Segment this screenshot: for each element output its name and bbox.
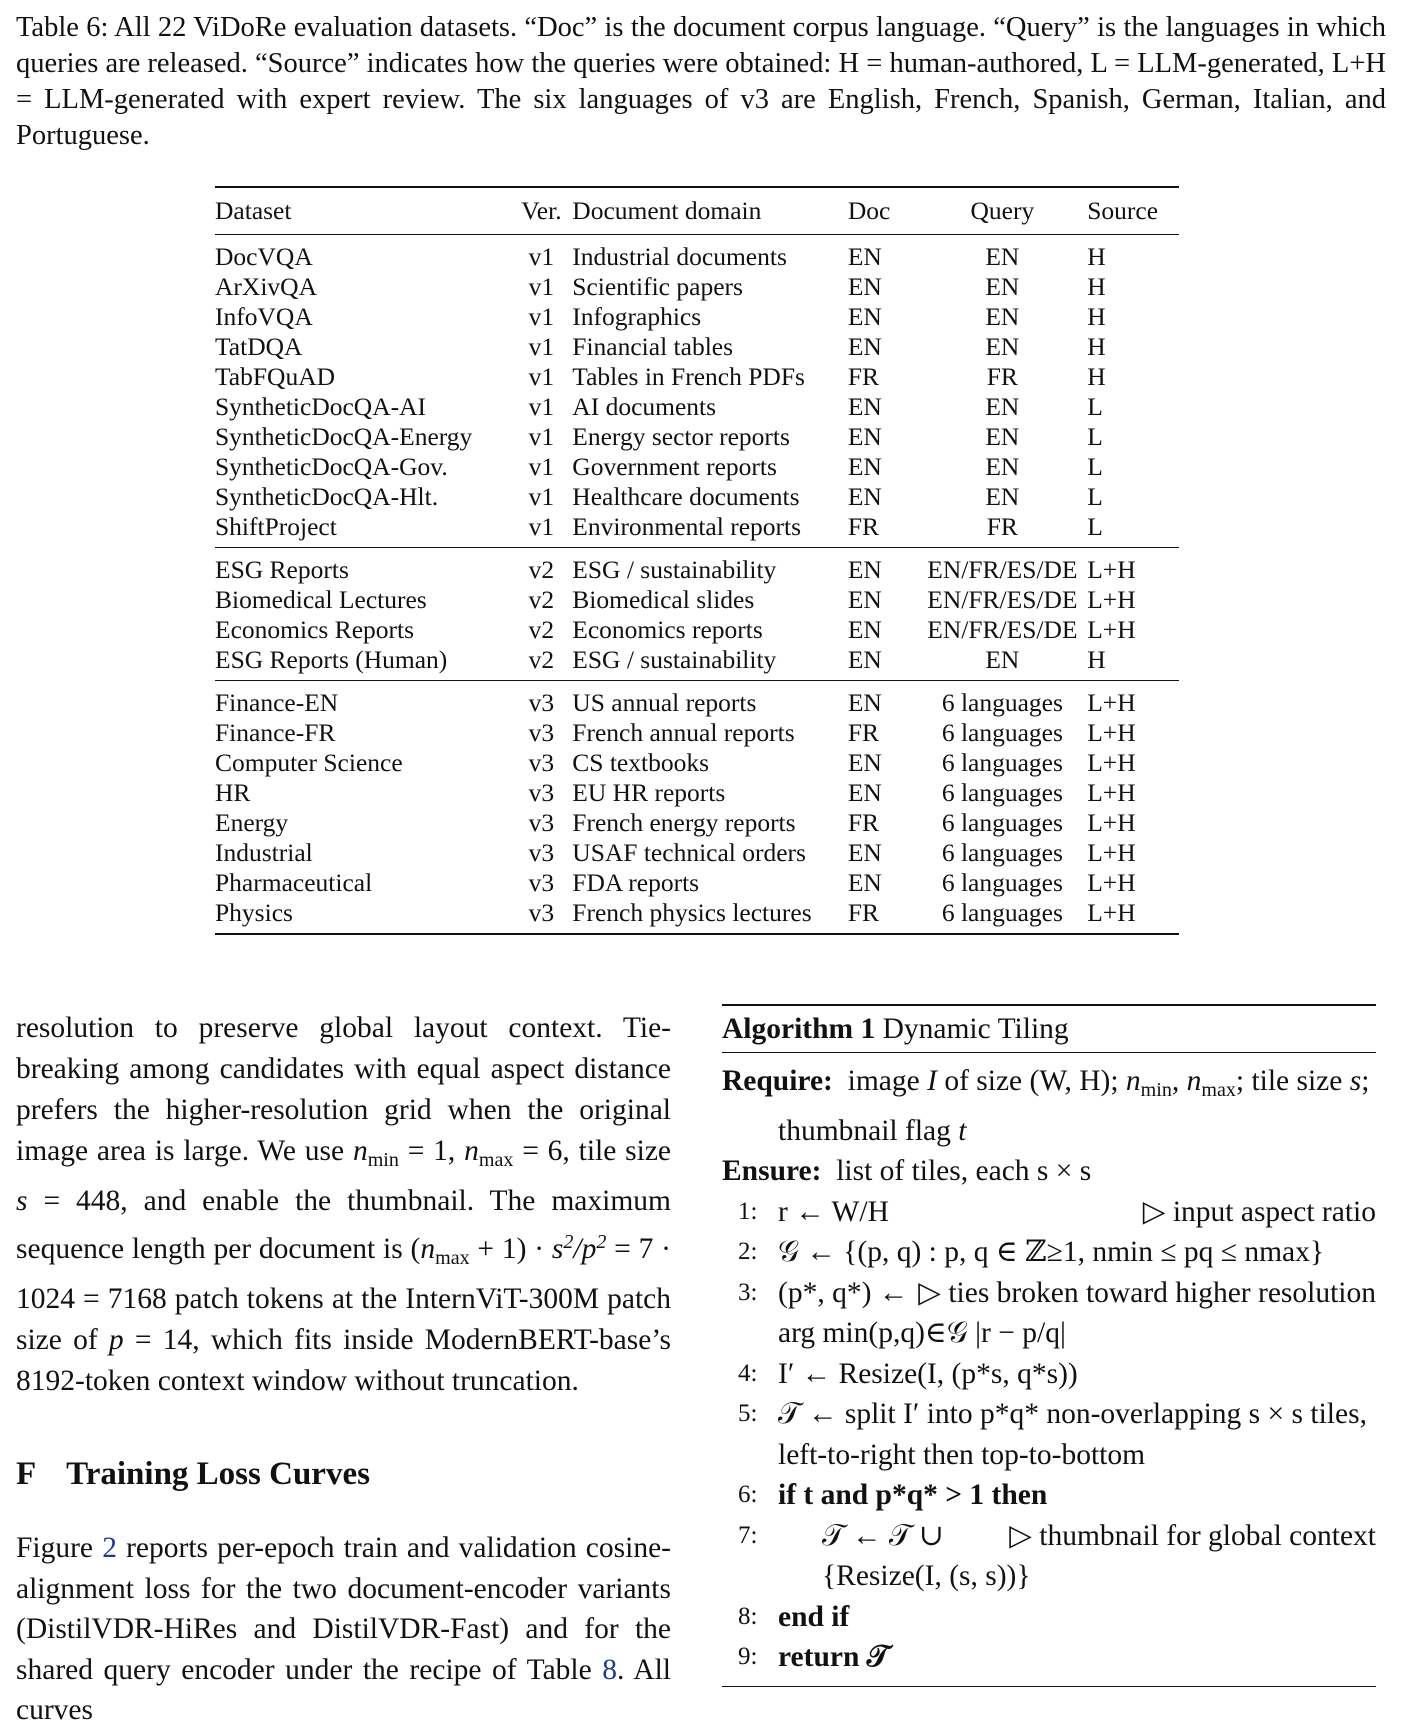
table-row xyxy=(215,422,1179,452)
table-group-v1 xyxy=(215,235,1179,548)
table-ref-link[interactable]: 8 xyxy=(602,1653,618,1686)
table-row xyxy=(215,645,1179,681)
cell-source: L xyxy=(1087,422,1103,451)
cell-domain: Economics reports xyxy=(572,615,763,644)
cell-query: EN/FR/ES/DE xyxy=(927,615,1078,644)
cell-domain: French energy reports xyxy=(572,808,796,837)
line-number: 6: xyxy=(738,1481,758,1509)
cell-query: EN xyxy=(985,645,1020,674)
table-row xyxy=(215,235,1179,273)
cell-domain: Biomedical slides xyxy=(572,585,755,614)
cell-query: 6 languages xyxy=(941,748,1063,777)
cell-version: v3 xyxy=(528,718,555,747)
cell-source: L+H xyxy=(1087,688,1136,717)
cell-dataset: Pharmaceutical xyxy=(215,868,373,897)
table-header-row xyxy=(215,187,1179,235)
cell-source: L+H xyxy=(1087,898,1136,927)
cell-source: H xyxy=(1087,302,1106,331)
cell-doc: EN xyxy=(847,332,882,361)
cell-doc: FR xyxy=(847,512,880,541)
table-group-v3 xyxy=(215,681,1179,935)
cell-dataset: HR xyxy=(215,778,251,807)
cell-query: EN xyxy=(985,242,1020,271)
cell-version: v2 xyxy=(528,555,555,584)
cell-version: v3 xyxy=(528,688,555,717)
cell-version: v1 xyxy=(528,362,555,391)
algorithm-code: return 𝒯 xyxy=(778,1641,890,1674)
cell-dataset: Computer Science xyxy=(215,748,403,777)
header-doc: Doc xyxy=(847,196,891,225)
cell-dataset: Physics xyxy=(215,898,293,927)
cell-source: L xyxy=(1087,392,1103,421)
cell-source: L+H xyxy=(1087,555,1136,584)
cell-source: L+H xyxy=(1087,585,1136,614)
algorithm-box xyxy=(722,1004,1376,1687)
cell-source: L+H xyxy=(1087,868,1136,897)
line-number: 2: xyxy=(738,1238,758,1266)
math-nmin: $n_{min}$ xyxy=(352,1135,399,1172)
cell-query: EN xyxy=(985,482,1020,511)
table-row xyxy=(215,778,1179,808)
cell-source: L xyxy=(1087,512,1103,541)
cell-doc: FR xyxy=(847,718,880,747)
cell-query: EN xyxy=(985,452,1020,481)
cell-dataset: DocVQA xyxy=(215,242,313,271)
cell-dataset: Finance-EN xyxy=(215,688,339,717)
cell-query: EN/FR/ES/DE xyxy=(927,555,1078,584)
cell-domain: FDA reports xyxy=(572,868,700,897)
algorithm-step xyxy=(722,1597,1376,1638)
line-number: 1: xyxy=(738,1197,758,1225)
cell-dataset: Biomedical Lectures xyxy=(215,585,427,614)
algorithm-code: 𝒯 ← 𝒯 ∪ {Resize(I, (s, s))} xyxy=(822,1519,1031,1593)
line-number: 5: xyxy=(738,1400,758,1428)
algorithm-code: 𝒢 ← {(p, q) : p, q ∈ ℤ≥1, nmin ≤ pq ≤ nmax} xyxy=(778,1236,1325,1269)
cell-query: FR xyxy=(986,512,1018,541)
table-row xyxy=(215,838,1179,868)
table-row xyxy=(215,615,1179,645)
cell-query: EN xyxy=(985,302,1020,331)
cell-doc: EN xyxy=(847,242,882,271)
cell-dataset: ESG Reports (Human) xyxy=(215,645,448,674)
cell-source: L xyxy=(1087,452,1103,481)
algorithm-comment: ▷ input aspect ratio xyxy=(1142,1195,1376,1228)
table-row xyxy=(215,808,1179,838)
table-row xyxy=(215,392,1179,422)
cell-doc: EN xyxy=(847,615,882,644)
cell-version: v2 xyxy=(528,615,555,644)
cell-source: H xyxy=(1087,242,1106,271)
line-number: 9: xyxy=(738,1643,758,1671)
algorithm-code: if t and p*q* > 1 then xyxy=(778,1479,1048,1512)
cell-query: 6 languages xyxy=(941,868,1063,897)
algorithm-code: 𝒯 ← split I′ into p*q* non-overlapping s × s tiles, left-to-right then top-to-bottom xyxy=(778,1398,1367,1471)
cell-doc: EN xyxy=(847,302,882,331)
cell-doc: FR xyxy=(847,362,880,391)
cell-version: v3 xyxy=(528,868,555,897)
cell-domain: EU HR reports xyxy=(572,778,726,807)
cell-domain: Energy sector reports xyxy=(572,422,790,451)
table-row xyxy=(215,302,1179,332)
cell-domain: Financial tables xyxy=(572,332,734,361)
algorithm-step xyxy=(722,1637,1376,1678)
cell-version: v3 xyxy=(528,808,555,837)
cell-query: 6 languages xyxy=(941,808,1063,837)
cell-doc: EN xyxy=(847,778,882,807)
cell-source: H xyxy=(1087,645,1106,674)
cell-query: EN xyxy=(985,422,1020,451)
cell-dataset: ArXivQA xyxy=(215,272,317,301)
cell-dataset: Finance-FR xyxy=(215,718,336,747)
cell-domain: USAF technical orders xyxy=(572,838,806,867)
line-number: 4: xyxy=(738,1359,758,1387)
cell-source: L+H xyxy=(1087,615,1136,644)
cell-domain: ESG / sustainability xyxy=(572,645,777,674)
cell-query: EN xyxy=(985,332,1020,361)
cell-query: EN xyxy=(985,272,1020,301)
cell-domain: CS textbooks xyxy=(572,748,710,777)
cell-version: v1 xyxy=(528,422,555,451)
algorithm-code: (p*, q*) ← arg min(p,q)∈𝒢 |r − p/q| xyxy=(778,1276,1066,1350)
table-row xyxy=(215,332,1179,362)
cell-doc: EN xyxy=(847,482,882,511)
cell-dataset: SyntheticDocQA-Energy xyxy=(215,422,473,451)
cell-version: v3 xyxy=(528,748,555,777)
header-version: Ver. xyxy=(521,196,562,225)
cell-dataset: TabFQuAD xyxy=(215,362,336,391)
cell-query: 6 languages xyxy=(941,898,1063,927)
algorithm-code: I′ ← Resize(I, (p*s, q*s)) xyxy=(778,1357,1078,1390)
cell-query: 6 languages xyxy=(941,718,1063,747)
cell-source: L+H xyxy=(1087,718,1136,747)
cell-version: v1 xyxy=(528,482,555,511)
algorithm-step xyxy=(722,1232,1376,1273)
cell-dataset: Economics Reports xyxy=(215,615,415,644)
cell-domain: AI documents xyxy=(572,392,717,421)
cell-dataset: ESG Reports xyxy=(215,555,349,584)
cell-domain: Healthcare documents xyxy=(572,482,800,511)
cell-version: v1 xyxy=(528,512,555,541)
cell-doc: FR xyxy=(847,898,880,927)
cell-doc: EN xyxy=(847,392,882,421)
cell-source: L+H xyxy=(1087,778,1136,807)
table-row xyxy=(215,868,1179,898)
cell-doc: EN xyxy=(847,748,882,777)
table-row xyxy=(215,512,1179,548)
table-row xyxy=(215,452,1179,482)
cell-dataset: SyntheticDocQA-Gov. xyxy=(215,452,448,481)
cell-source: L+H xyxy=(1087,808,1136,837)
algorithm-code: end if xyxy=(778,1600,850,1633)
algorithm-step xyxy=(722,1354,1376,1395)
header-query: Query xyxy=(970,196,1035,225)
algorithm-comment: ▷ thumbnail for global context xyxy=(1009,1519,1376,1552)
cell-doc: EN xyxy=(847,272,882,301)
datasets-table xyxy=(215,186,1179,935)
cell-version: v3 xyxy=(528,898,555,927)
cell-domain: ESG / sustainability xyxy=(572,555,777,584)
cell-query: 6 languages xyxy=(941,838,1063,867)
table-row xyxy=(215,681,1179,719)
cell-version: v1 xyxy=(528,392,555,421)
algorithm-comment: ▷ ties broken toward higher resolution xyxy=(918,1276,1376,1309)
cell-source: H xyxy=(1087,332,1106,361)
header-domain: Document domain xyxy=(572,196,762,225)
algorithm-step xyxy=(722,1192,1376,1233)
cell-doc: EN xyxy=(847,452,882,481)
table-row xyxy=(215,482,1179,512)
table-group-v2 xyxy=(215,548,1179,681)
cell-version: v1 xyxy=(528,332,555,361)
cell-source: L+H xyxy=(1087,838,1136,867)
algorithm-title: Algorithm 1 Dynamic Tiling xyxy=(722,1006,1376,1053)
table-row xyxy=(215,718,1179,748)
cell-dataset: Industrial xyxy=(215,838,313,867)
cell-doc: EN xyxy=(847,688,882,717)
cell-query: EN/FR/ES/DE xyxy=(927,585,1078,614)
cell-doc: FR xyxy=(847,808,880,837)
cell-doc: EN xyxy=(847,838,882,867)
table-row xyxy=(215,585,1179,615)
cell-doc: EN xyxy=(847,585,882,614)
cell-doc: EN xyxy=(847,868,882,897)
algorithm-ensure: Ensure: list of tiles, each s × s xyxy=(722,1155,1092,1188)
cell-query: FR xyxy=(986,362,1018,391)
algorithm-step xyxy=(722,1273,1376,1354)
cell-version: v3 xyxy=(528,838,555,867)
section-title: Training Loss Curves xyxy=(66,1456,370,1492)
cell-query: 6 languages xyxy=(941,778,1063,807)
section-number: F xyxy=(16,1456,37,1492)
cell-dataset: Energy xyxy=(215,808,289,837)
line-number: 3: xyxy=(738,1278,758,1306)
table-row xyxy=(215,362,1179,392)
cell-version: v1 xyxy=(528,452,555,481)
cell-domain: Tables in French PDFs xyxy=(572,362,805,391)
algorithm-code: r ← W/H xyxy=(778,1195,889,1228)
cell-query: 6 languages xyxy=(941,688,1063,717)
table-row xyxy=(215,272,1179,302)
cell-domain: Infographics xyxy=(572,302,702,331)
math-nmax: $n_{max}$ xyxy=(464,1135,514,1172)
algorithm-require: Require: image I of size (W, H); $n_{min}$, $n_{max}$; tile size s; thumbnail flag t xyxy=(722,1065,1370,1147)
cell-dataset: TatDQA xyxy=(215,332,303,361)
cell-domain: Environmental reports xyxy=(572,512,802,541)
cell-source: L xyxy=(1087,482,1103,511)
cell-domain: French physics lectures xyxy=(572,898,812,927)
table-row xyxy=(215,898,1179,934)
cell-source: H xyxy=(1087,272,1106,301)
cell-domain: French annual reports xyxy=(572,718,795,747)
algorithm-step xyxy=(722,1475,1376,1516)
figure-ref-link[interactable]: 2 xyxy=(102,1532,117,1564)
cell-dataset: SyntheticDocQA-AI xyxy=(215,392,427,421)
line-number: 7: xyxy=(738,1521,758,1549)
cell-dataset: ShiftProject xyxy=(215,512,337,541)
cell-doc: EN xyxy=(847,422,882,451)
cell-version: v3 xyxy=(528,778,555,807)
cell-dataset: SyntheticDocQA-Hlt. xyxy=(215,482,439,511)
cell-source: H xyxy=(1087,362,1106,391)
table-row xyxy=(215,548,1179,586)
cell-dataset: InfoVQA xyxy=(215,302,313,331)
table-row xyxy=(215,748,1179,778)
algorithm-step xyxy=(722,1394,1376,1475)
cell-version: v2 xyxy=(528,645,555,674)
caption-text: Table 6: All 22 ViDoRe evaluation datasets. “Doc” is the document corpus language. “Query” is the languages in which queries are released. “Source” indicates how the queries were obtained: H = human-authored, L = LLM-generated, L+H = LLM-generated with expert review. The six languages of v3 are English, French, Spanish, German, Italian, and Portuguese. xyxy=(16,12,1386,151)
cell-version: v2 xyxy=(528,585,555,614)
cell-domain: Industrial documents xyxy=(572,242,787,271)
algorithm-step xyxy=(722,1516,1376,1597)
cell-doc: EN xyxy=(847,645,882,674)
cell-query: EN xyxy=(985,392,1020,421)
figure-paragraph: Figure 2 reports per-epoch train and validation cosine-alignment loss for the two document-encoder variants (DistilVDR-HiRes and DistilVDR-Fast) and for the shared query encoder under the recipe of Table 8. All curves xyxy=(16,1532,672,1726)
cell-version: v1 xyxy=(528,242,555,271)
cell-domain: Government reports xyxy=(572,452,777,481)
cell-domain: Scientific papers xyxy=(572,272,743,301)
table-caption xyxy=(16,10,1386,154)
section-heading xyxy=(16,1454,370,1494)
cell-doc: EN xyxy=(847,555,882,584)
cell-version: v1 xyxy=(528,302,555,331)
line-number: 8: xyxy=(738,1602,758,1630)
cell-version: v1 xyxy=(528,272,555,301)
cell-domain: US annual reports xyxy=(572,688,757,717)
header-dataset: Dataset xyxy=(215,196,292,225)
header-source: Source xyxy=(1087,196,1159,225)
body-paragraph: resolution to preserve global layout context. Tie-breaking among candidates with equal aspect distance prefers the higher-resolution grid when the original image area is large. We use $n_{min} = 1$, $n_{max} = 6$, tile size s = 448, and enable the thumbnail. The maximum sequence length per document is $(n_{max} + 1) \cdot s^2/p^2 = 7 \cdot 1024 = 7168$ patch tokens at the InternViT-300M patch size of p = 14, which fits inside ModernBERT-base’s 8192-token context window without truncation. xyxy=(16,1012,672,1398)
cell-source: L+H xyxy=(1087,748,1136,777)
